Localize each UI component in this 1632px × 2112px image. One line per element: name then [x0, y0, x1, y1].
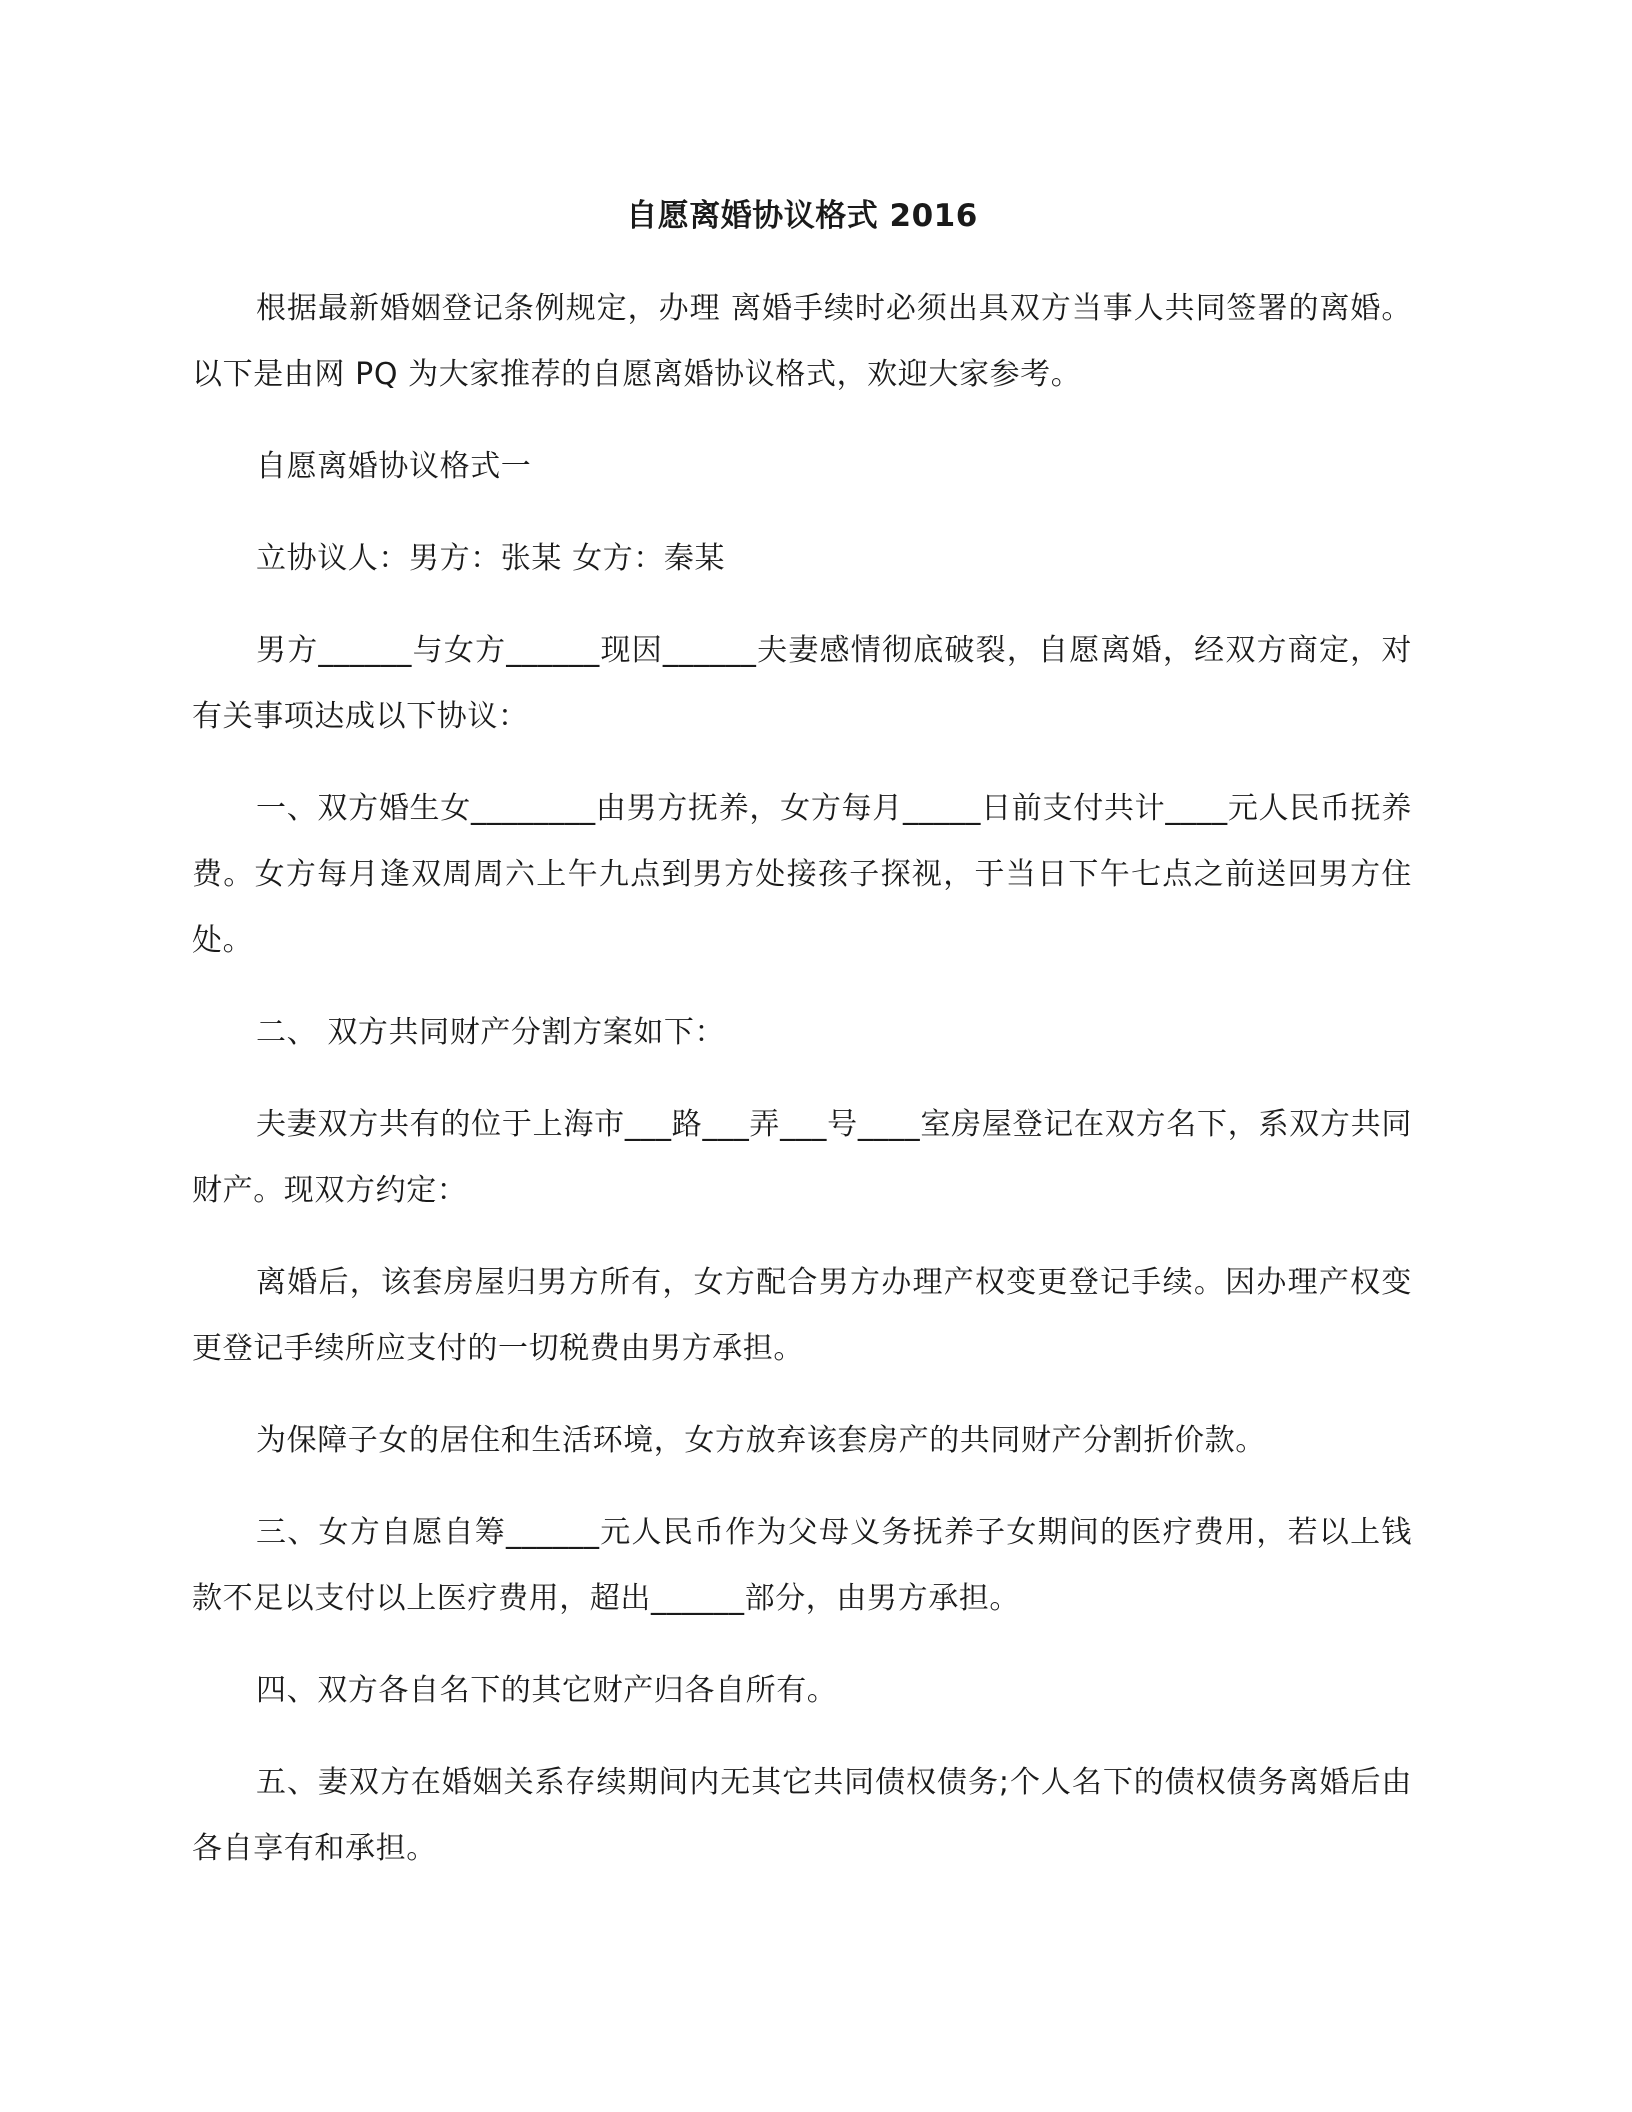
paragraph-preamble: 男方______与女方______现因______夫妻感情彻底破裂，自愿离婚，经双方商定，对有关事项达成以下协议： [192, 633, 1412, 734]
paragraph-property: 夫妻双方共有的位于上海市___路___弄___号____室房屋登记在双方名下，系双方共同财产。现双方约定： [192, 1107, 1412, 1208]
paragraph-clause-1: 一、双方婚生女________由男方抚养，女方每月_____日前支付共计____元人民币抚养费。女方每月逢双周周六上午九点到男方处接孩子探视，于当日下午七点之前送回男方住处。 [192, 791, 1412, 958]
paragraph-clause-5: 五、妻双方在婚姻关系存续期间内无其它共同债权债务;个人名下的债权债务离婚后由各自享有和承担。 [192, 1765, 1412, 1866]
paragraph-child-protection: 为保障子女的居住和生活环境，女方放弃该套房产的共同财产分割折价款。 [256, 1423, 1266, 1458]
paragraph-parties: 立协议人：男方：张某 女方：秦某 [256, 541, 726, 576]
paragraph-after-divorce: 离婚后，该套房屋归男方所有，女方配合男方办理产权变更登记手续。因办理产权变更登记手续所应支付的一切税费由男方承担。 [192, 1265, 1412, 1366]
paragraph-clause-2: 二、 双方共同财产分割方案如下： [256, 1015, 726, 1050]
paragraph-clause-3: 三、女方自愿自筹______元人民币作为父母义务抚养子女期间的医疗费用，若以上钱款不足以支付以上医疗费用，超出______部分，由男方承担。 [192, 1515, 1412, 1616]
document-title: 自愿离婚协议格式 2016 [626, 198, 978, 234]
document-page [192, 190, 1412, 1908]
paragraph-section-heading: 自愿离婚协议格式一 [256, 449, 532, 484]
paragraph-intro: 根据最新婚姻登记条例规定，办理 离婚手续时必须出具双方当事人共同签署的离婚。以下是由网 PQ 为大家推荐的自愿离婚协议格式，欢迎大家参考。 [192, 291, 1412, 392]
paragraph-clause-4: 四、双方各自名下的其它财产归各自所有。 [256, 1673, 838, 1708]
